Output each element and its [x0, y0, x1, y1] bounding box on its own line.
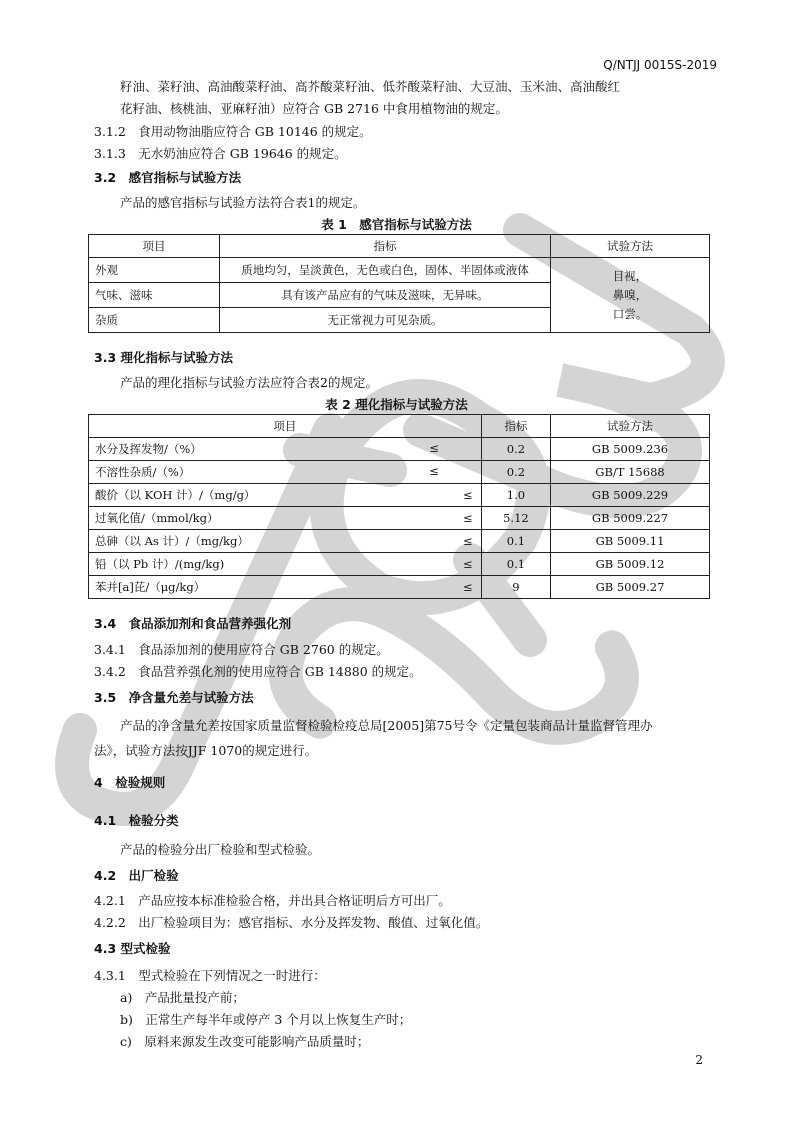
table-2-header-value: 指标	[481, 415, 550, 438]
table-2-header-method: 试验方法	[551, 415, 710, 438]
table-row	[89, 530, 710, 553]
clause-3-4-2: 3.4.2 食品营养强化剂的使用应符合 GB 14880 的规定。	[94, 664, 422, 679]
table-cell: GB 5009.11	[551, 530, 710, 553]
clause-3-4-1: 3.4.1 食品添加剂的使用应符合 GB 2760 的规定。	[94, 642, 389, 657]
table-cell: 无正常视力可见杂质。	[220, 308, 551, 333]
table-row	[89, 438, 710, 461]
table-cell: ≤	[455, 507, 482, 530]
table-row	[89, 576, 710, 599]
table-cell: 1.0	[481, 484, 550, 507]
table-cell: 铅（以 Pb 计）/(mg/kg)	[89, 553, 455, 576]
section-3-5-line-1: 产品的净含量允差按国家质量监督检验检疫总局[2005]第75号令《定量包装商品计量监督管理办	[120, 718, 653, 733]
intro-line-1: 籽油、菜籽油、高油酸菜籽油、高芥酸菜籽油、低芥酸菜籽油、大豆油、玉米油、高油酸红	[120, 79, 621, 94]
table-1-header-method: 试验方法	[551, 235, 710, 258]
table-cell: 杂质	[89, 308, 220, 333]
physicochemical-table	[88, 414, 710, 599]
table-cell: 0.2	[481, 461, 550, 484]
table-cell: 过氧化值/（mmol/kg）	[89, 507, 455, 530]
document-id: Q/NTJJ 0015S-2019	[603, 58, 717, 72]
sensory-table	[88, 234, 710, 333]
table-row	[89, 461, 710, 484]
clause-3-1-2: 3.1.2 食用动物油脂应符合 GB 10146 的规定。	[94, 124, 372, 139]
table-cell: 0.1	[481, 530, 550, 553]
table-cell: GB 5009.12	[551, 553, 710, 576]
table-cell: 外观	[89, 258, 220, 283]
table-cell: 5.12	[481, 507, 550, 530]
table-cell: 水分及挥发物/（%） ≤	[89, 438, 482, 461]
table-cell: GB 5009.236	[551, 438, 710, 461]
section-3-5-heading: 3.5 净含量允差与试验方法	[94, 690, 254, 705]
section-4-1-heading: 4.1 检验分类	[94, 813, 179, 828]
table-cell: ≤	[455, 530, 482, 553]
section-3-5-line-2: 法》，试验方法按JJF 1070的规定进行。	[94, 743, 318, 758]
table-cell: 9	[481, 576, 550, 599]
section-3-3-heading: 3.3 理化指标与试验方法	[94, 350, 233, 365]
table-cell: 气味、滋味	[89, 283, 220, 308]
table-cell: 0.1	[481, 553, 550, 576]
method-line: 鼻嗅，	[612, 287, 648, 302]
table-row	[89, 484, 710, 507]
table-row	[89, 553, 710, 576]
table-1-caption: 表 1 感官指标与试验方法	[321, 217, 472, 232]
table-1-method-cell	[551, 258, 710, 333]
list-item: b) 正常生产每半年或停产 3 个月以上恢复生产时；	[120, 1012, 412, 1027]
table-cell: GB 5009.227	[551, 507, 710, 530]
table-cell: GB/T 15688	[551, 461, 710, 484]
section-3-2-heading: 3.2 感官指标与试验方法	[94, 170, 242, 185]
method-line: 口尝。	[612, 306, 648, 321]
table-1-header-item: 项目	[89, 235, 220, 258]
page-number: 2	[695, 1053, 703, 1067]
table-cell: ≤	[455, 553, 482, 576]
list-item: c) 原料来源发生改变可能影响产品质量时；	[120, 1034, 370, 1049]
section-3-4-heading: 3.4 食品添加剂和食品营养强化剂	[94, 616, 292, 631]
table-cell: 具有该产品应有的气味及滋味，无异味。	[220, 283, 551, 308]
section-4-2-heading: 4.2 出厂检验	[94, 868, 179, 883]
table-cell: 总砷（以 As 计）/（mg/kg）	[89, 530, 455, 553]
table-row	[89, 507, 710, 530]
table-cell: 酸价（以 KOH 计）/（mg/g）	[89, 484, 455, 507]
clause-4-3-1: 4.3.1 型式检验在下列情况之一时进行：	[94, 968, 326, 983]
table-2-header-item: 项目	[89, 415, 482, 438]
table-cell: 0.2	[481, 438, 550, 461]
method-line: 目视，	[612, 268, 648, 283]
clause-3-1-3: 3.1.3 无水奶油应符合 GB 19646 的规定。	[94, 146, 347, 161]
table-cell: 质地均匀，呈淡黄色，无色或白色，固体、半固体或液体	[220, 258, 551, 283]
table-1-header-spec: 指标	[220, 235, 551, 258]
list-item: a) 产品批量投产前；	[120, 990, 245, 1005]
clause-4-2-1: 4.2.1 产品应按本标准检验合格，并出具合格证明后方可出厂。	[94, 893, 451, 908]
section-4-1-text: 产品的检验分出厂检验和型式检验。	[120, 842, 321, 857]
intro-line-2: 花籽油、核桃油、亚麻籽油）应符合 GB 2716 中食用植物油的规定。	[120, 101, 508, 116]
section-3-3-text: 产品的理化指标与试验方法应符合表2的规定。	[120, 375, 378, 390]
section-3-2-text: 产品的感官指标与试验方法符合表1的规定。	[120, 195, 366, 210]
table-cell: GB 5009.27	[551, 576, 710, 599]
section-4-3-heading: 4.3 型式检验	[94, 941, 171, 956]
table-cell: ≤	[455, 484, 482, 507]
clause-4-2-2: 4.2.2 出厂检验项目为：感官指标、水分及挥发物、酸值、过氧化值。	[94, 915, 489, 930]
section-4-heading: 4 检验规则	[94, 775, 166, 790]
table-2-caption: 表 2 理化指标与试验方法	[325, 397, 468, 412]
table-cell: 不溶性杂质/（%） ≤	[89, 461, 482, 484]
table-cell: 苯并[a]芘/（μg/kg）	[89, 576, 455, 599]
table-cell: ≤	[455, 576, 482, 599]
table-row	[89, 258, 710, 283]
table-cell: GB 5009.229	[551, 484, 710, 507]
